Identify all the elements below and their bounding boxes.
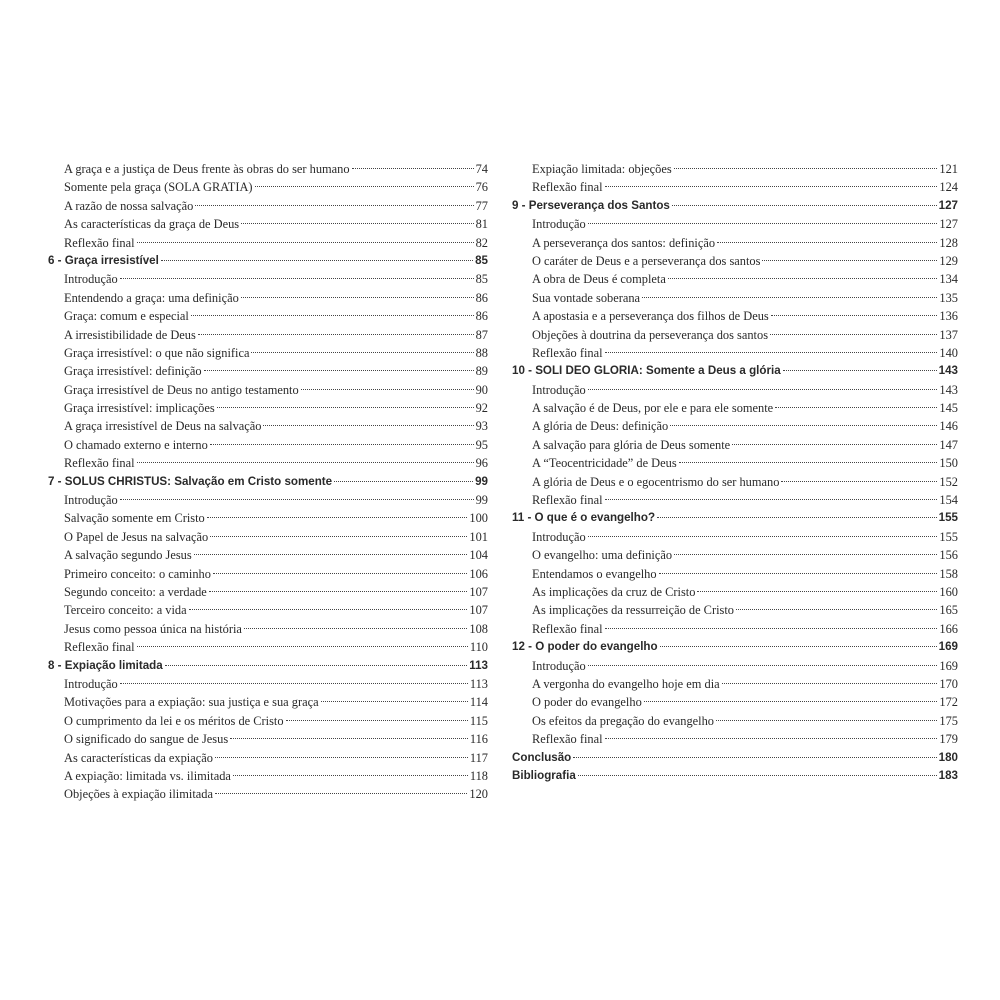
toc-entry-title: 8 - Expiação limitada (48, 658, 163, 672)
toc-entry-page-number: 115 (469, 713, 488, 728)
toc-entry-title: A graça irresistível de Deus na salvação (64, 419, 262, 434)
toc-section-entry (48, 160, 488, 178)
toc-section-entry (512, 178, 958, 196)
toc-entry-page-number: 99 (475, 474, 488, 488)
toc-entry-page-number: 127 (938, 198, 958, 212)
dot-leader (255, 186, 474, 187)
toc-section-entry (48, 362, 488, 380)
toc-entry-page-number: 101 (469, 529, 488, 544)
toc-entry-title: Entendendo a graça: uma definição (64, 290, 239, 305)
toc-section-entry (512, 289, 958, 307)
toc-section-entry (512, 381, 958, 399)
dot-leader (674, 168, 938, 169)
toc-entry-title: Reflexão final (532, 493, 603, 508)
toc-entry-page-number: 87 (475, 327, 488, 342)
toc-entry-title: A irresistibilidade de Deus (64, 327, 196, 342)
toc-section-entry (48, 675, 488, 693)
toc-section-entry (48, 712, 488, 730)
toc-entry-title: Graça: comum e especial (64, 309, 189, 324)
toc-right-column (512, 160, 958, 785)
toc-entry-title: A apostasia e a perseverança dos filhos de Deus (532, 309, 769, 324)
toc-section-entry (48, 307, 488, 325)
toc-entry-page-number: 95 (475, 437, 488, 452)
dot-leader (120, 683, 468, 684)
dot-leader (161, 260, 473, 261)
toc-entry-page-number: 93 (475, 419, 488, 434)
toc-section-entry (512, 454, 958, 472)
toc-entry-title: Graça irresistível: o que não significa (64, 345, 250, 360)
toc-entry-title: Motivações para a expiação: sua justiça e sua graça (64, 695, 319, 710)
dot-leader (573, 757, 936, 758)
toc-entry-page-number: 136 (939, 309, 958, 324)
dot-leader (210, 444, 474, 445)
toc-entry-page-number: 107 (469, 603, 488, 618)
toc-section-entry (48, 454, 488, 472)
toc-section-entry (48, 215, 488, 233)
toc-entry-title: Expiação limitada: objeções (532, 162, 672, 176)
dot-leader (697, 591, 937, 592)
toc-entry-page-number: 155 (938, 511, 958, 525)
toc-entry-title: A obra de Deus é completa (532, 272, 666, 287)
dot-leader (301, 389, 474, 390)
toc-entry-page-number: 137 (939, 327, 958, 342)
dot-leader (286, 720, 468, 721)
toc-entry-title: Introdução (532, 217, 586, 232)
toc-entry-title: 7 - SOLUS CHRISTUS: Salvação em Cristo somente (48, 474, 333, 488)
toc-section-entry (48, 565, 488, 583)
toc-entry-page-number: 147 (939, 437, 958, 452)
toc-entry-title: O cumprimento da lei e os méritos de Cristo (64, 713, 284, 728)
toc-entry-title: O evangelho: uma definição (532, 548, 673, 563)
toc-section-entry (512, 565, 958, 583)
toc-section-entry (512, 160, 958, 178)
toc-entry-title: Graça irresistível de Deus no antigo testamento (64, 382, 299, 397)
dot-leader (781, 481, 937, 482)
dot-leader (679, 462, 938, 463)
dot-leader (771, 315, 938, 316)
dot-leader (644, 701, 938, 702)
toc-section-entry (48, 381, 488, 399)
toc-section-entry (48, 620, 488, 638)
toc-section-entry (48, 436, 488, 454)
toc-entry-page-number: 76 (475, 180, 488, 195)
dot-leader (198, 334, 474, 335)
toc-chapter-entry (512, 767, 958, 785)
dot-leader (233, 775, 468, 776)
toc-entry-page-number: 169 (939, 658, 958, 673)
dot-leader (670, 425, 937, 426)
toc-entry-title: O chamado externo e interno (64, 437, 208, 452)
dot-leader (732, 444, 937, 445)
toc-entry-title: Reflexão final (64, 235, 135, 250)
toc-section-entry (48, 583, 488, 601)
dot-leader (120, 499, 474, 500)
toc-entry-page-number: 120 (469, 787, 488, 802)
dot-leader (716, 720, 937, 721)
toc-entry-page-number: 85 (475, 253, 488, 267)
toc-chapter-entry (512, 749, 958, 767)
toc-section-entry (48, 289, 488, 307)
toc-section-entry (512, 657, 958, 675)
toc-section-entry (512, 399, 958, 417)
toc-section-entry (48, 399, 488, 417)
toc-entry-title: Jesus como pessoa única na história (64, 621, 242, 636)
toc-chapter-entry (512, 362, 958, 380)
toc-section-entry (48, 509, 488, 527)
dot-leader (762, 260, 937, 261)
toc-entry-page-number: 90 (475, 382, 488, 397)
toc-entry-title: A razão de nossa salvação (64, 198, 194, 213)
toc-entry-title: Primeiro conceito: o caminho (64, 566, 211, 581)
toc-section-entry (48, 197, 488, 215)
toc-entry-title: Os efeitos da pregação do evangelho (532, 713, 714, 728)
toc-chapter-entry (512, 638, 958, 656)
dot-leader (657, 517, 937, 518)
toc-entry-title: Graça irresistível: definição (64, 364, 202, 379)
toc-entry-title: A vergonha do evangelho hoje em dia (532, 676, 720, 691)
dot-leader (321, 701, 468, 702)
toc-entry-page-number: 128 (939, 235, 958, 250)
toc-entry-page-number: 146 (939, 419, 958, 434)
dot-leader (213, 573, 467, 574)
toc-entry-title: As implicações da ressurreição de Cristo (532, 603, 734, 618)
toc-chapter-entry (512, 509, 958, 527)
toc-section-entry (512, 491, 958, 509)
toc-entry-page-number: 127 (939, 217, 958, 232)
dot-leader (137, 462, 474, 463)
toc-section-entry (512, 215, 958, 233)
toc-entry-page-number: 175 (939, 713, 958, 728)
toc-section-entry (48, 767, 488, 785)
toc-entry-page-number: 82 (475, 235, 488, 250)
toc-section-entry (512, 436, 958, 454)
toc-entry-page-number: 77 (475, 198, 488, 213)
dot-leader (674, 554, 937, 555)
dot-leader (215, 757, 468, 758)
toc-section-entry (48, 638, 488, 656)
dot-leader (659, 573, 938, 574)
dot-leader (783, 370, 937, 371)
toc-entry-page-number: 118 (469, 768, 488, 783)
toc-entry-page-number: 99 (475, 493, 488, 508)
toc-section-entry (512, 712, 958, 730)
toc-entry-page-number: 183 (938, 768, 958, 782)
toc-entry-page-number: 145 (939, 401, 958, 416)
toc-section-entry (512, 546, 958, 564)
toc-entry-title: 10 - SOLI DEO GLORIA: Somente a Deus a glória (512, 364, 781, 378)
toc-entry-title: A perseverança dos santos: definição (532, 235, 716, 250)
toc-entry-title: A glória de Deus e o egocentrismo do ser humano (532, 474, 780, 489)
toc-section-entry (48, 546, 488, 564)
toc-entry-title: Introdução (532, 382, 586, 397)
toc-section-entry (48, 417, 488, 435)
toc-entry-page-number: 106 (469, 566, 488, 581)
toc-entry-page-number: 135 (939, 290, 958, 305)
toc-entry-title: Somente pela graça (SOLA GRATIA) (64, 180, 253, 195)
toc-entry-page-number: 86 (475, 309, 488, 324)
toc-section-entry (512, 326, 958, 344)
toc-entry-page-number: 121 (939, 162, 958, 176)
dot-leader (195, 205, 473, 206)
toc-chapter-entry (512, 197, 958, 215)
toc-section-entry (512, 620, 958, 638)
toc-section-entry (48, 730, 488, 748)
dot-leader (660, 646, 937, 647)
toc-entry-title: O Papel de Jesus na salvação (64, 529, 209, 544)
dot-leader (194, 554, 468, 555)
toc-entry-page-number: 96 (475, 456, 488, 471)
toc-entry-title: O poder do evangelho (532, 695, 642, 710)
toc-entry-page-number: 134 (939, 272, 958, 287)
toc-entry-title: A glória de Deus: definição (532, 419, 669, 434)
toc-entry-page-number: 155 (939, 529, 958, 544)
dot-leader (770, 334, 937, 335)
toc-entry-title: Conclusão (512, 750, 572, 764)
toc-entry-title: Terceiro conceito: a vida (64, 603, 187, 618)
toc-section-entry (48, 326, 488, 344)
dot-leader (137, 646, 468, 647)
toc-section-entry (48, 601, 488, 619)
dot-leader (605, 738, 938, 739)
dot-leader (588, 223, 938, 224)
toc-chapter-entry (48, 252, 488, 270)
toc-chapter-entry (48, 473, 488, 491)
dot-leader (578, 775, 937, 776)
toc-entry-page-number: 170 (939, 676, 958, 691)
dot-leader (137, 242, 474, 243)
toc-entry-title: As implicações da cruz de Cristo (532, 584, 696, 599)
toc-section-entry (512, 528, 958, 546)
toc-section-entry (512, 675, 958, 693)
toc-section-entry (512, 344, 958, 362)
toc-entry-title: Introdução (64, 676, 118, 691)
toc-entry-page-number: 108 (469, 621, 488, 636)
toc-entry-page-number: 81 (475, 217, 488, 232)
dot-leader (165, 665, 468, 666)
toc-entry-page-number: 158 (939, 566, 958, 581)
toc-entry-title: Objeções à doutrina da perseverança dos santos (532, 327, 769, 342)
toc-left-column (48, 160, 488, 804)
toc-entry-title: Reflexão final (532, 732, 603, 747)
toc-entry-page-number: 113 (469, 658, 488, 672)
dot-leader (241, 297, 474, 298)
dot-leader (217, 407, 474, 408)
toc-section-entry (48, 178, 488, 196)
toc-entry-title: Entendamos o evangelho (532, 566, 657, 581)
toc-entry-page-number: 172 (939, 695, 958, 710)
toc-entry-title: O caráter de Deus e a perseverança dos santos (532, 253, 761, 268)
toc-entry-title: Salvação somente em Cristo (64, 511, 205, 526)
toc-entry-title: A graça e a justiça de Deus frente às obras do ser humano (64, 162, 350, 176)
toc-section-entry (48, 234, 488, 252)
dot-leader (263, 425, 473, 426)
toc-section-entry (512, 601, 958, 619)
dot-leader (588, 665, 938, 666)
dot-leader (672, 205, 937, 206)
toc-entry-page-number: 124 (939, 180, 958, 195)
toc-entry-title: 9 - Perseverança dos Santos (512, 198, 670, 212)
toc-entry-page-number: 169 (938, 640, 958, 654)
toc-entry-page-number: 107 (469, 584, 488, 599)
toc-entry-page-number: 166 (939, 621, 958, 636)
toc-entry-title: Reflexão final (532, 180, 603, 195)
dot-leader (588, 389, 938, 390)
toc-section-entry (512, 270, 958, 288)
toc-section-entry (48, 528, 488, 546)
toc-entry-page-number: 140 (939, 345, 958, 360)
toc-entry-page-number: 86 (475, 290, 488, 305)
toc-entry-title: Segundo conceito: a verdade (64, 584, 207, 599)
toc-section-entry (48, 785, 488, 803)
dot-leader (210, 536, 467, 537)
toc-section-entry (512, 307, 958, 325)
toc-section-entry (512, 473, 958, 491)
toc-entry-title: Reflexão final (532, 345, 603, 360)
dot-leader (605, 499, 938, 500)
dot-leader (241, 223, 474, 224)
toc-section-entry (512, 730, 958, 748)
toc-entry-title: Reflexão final (64, 640, 135, 655)
toc-entry-title: Introdução (64, 493, 118, 508)
toc-entry-page-number: 150 (939, 456, 958, 471)
dot-leader (334, 481, 473, 482)
toc-chapter-entry (48, 657, 488, 675)
toc-entry-title: A “Teocentricidade” de Deus (532, 456, 677, 471)
toc-entry-page-number: 92 (475, 401, 488, 416)
toc-section-entry (48, 693, 488, 711)
toc-entry-title: A salvação para glória de Deus somente (532, 437, 731, 452)
dot-leader (209, 591, 468, 592)
toc-entry-title: A expiação: limitada vs. ilimitada (64, 768, 231, 783)
toc-entry-page-number: 179 (939, 732, 958, 747)
toc-entry-title: 6 - Graça irresistível (48, 253, 159, 267)
dot-leader (605, 186, 938, 187)
toc-entry-title: Bibliografia (512, 768, 576, 782)
toc-entry-page-number: 110 (469, 640, 488, 655)
toc-entry-page-number: 116 (469, 732, 488, 747)
toc-entry-page-number: 152 (939, 474, 958, 489)
dot-leader (204, 370, 474, 371)
toc-entry-page-number: 113 (469, 676, 488, 691)
dot-leader (215, 793, 467, 794)
toc-entry-page-number: 154 (939, 493, 958, 508)
toc-entry-title: A salvação segundo Jesus (64, 548, 192, 563)
dot-leader (352, 168, 474, 169)
dot-leader (736, 609, 937, 610)
toc-entry-title: As características da graça de Deus (64, 217, 240, 232)
toc-entry-page-number: 117 (469, 750, 488, 765)
toc-entry-title: Objeções à expiação ilimitada (64, 787, 213, 802)
toc-entry-title: Sua vontade soberana (532, 290, 641, 305)
toc-section-entry (512, 417, 958, 435)
dot-leader (642, 297, 937, 298)
toc-section-entry (48, 749, 488, 767)
toc-entry-page-number: 104 (469, 548, 488, 563)
toc-entry-page-number: 143 (938, 364, 958, 378)
toc-section-entry (512, 583, 958, 601)
toc-entry-page-number: 165 (939, 603, 958, 618)
toc-section-entry (512, 693, 958, 711)
dot-leader (251, 352, 473, 353)
toc-entry-title: Introdução (532, 529, 586, 544)
toc-entry-title: Introdução (532, 658, 586, 673)
dot-leader (605, 352, 938, 353)
dot-leader (191, 315, 474, 316)
dot-leader (207, 517, 468, 518)
dot-leader (244, 628, 468, 629)
toc-entry-title: Graça irresistível: implicações (64, 401, 215, 416)
toc-section-entry (48, 491, 488, 509)
toc-entry-title: 12 - O poder do evangelho (512, 640, 658, 654)
toc-entry-page-number: 143 (939, 382, 958, 397)
toc-entry-page-number: 129 (939, 253, 958, 268)
toc-entry-page-number: 114 (469, 695, 488, 710)
toc-entry-page-number: 160 (939, 584, 958, 599)
toc-entry-title: Reflexão final (64, 456, 135, 471)
dot-leader (775, 407, 937, 408)
toc-entry-page-number: 74 (475, 162, 488, 176)
toc-section-entry (512, 234, 958, 252)
dot-leader (722, 683, 938, 684)
toc-entry-page-number: 88 (475, 345, 488, 360)
toc-entry-title: 11 - O que é o evangelho? (512, 511, 656, 525)
toc-entry-page-number: 89 (475, 364, 488, 379)
toc-section-entry (48, 344, 488, 362)
dot-leader (120, 278, 474, 279)
dot-leader (717, 242, 937, 243)
dot-leader (588, 536, 938, 537)
dot-leader (230, 738, 468, 739)
toc-entry-page-number: 100 (469, 511, 488, 526)
dot-leader (605, 628, 938, 629)
toc-entry-title: A salvação é de Deus, por ele e para ele somente (532, 401, 774, 416)
dot-leader (189, 609, 468, 610)
toc-section-entry (512, 252, 958, 270)
toc-entry-title: O significado do sangue de Jesus (64, 732, 229, 747)
toc-entry-title: Introdução (64, 272, 118, 287)
toc-entry-title: Reflexão final (532, 621, 603, 636)
toc-section-entry (48, 270, 488, 288)
toc-entry-page-number: 85 (475, 272, 488, 287)
toc-entry-title: As características da expiação (64, 750, 213, 765)
toc-entry-page-number: 180 (938, 750, 958, 764)
toc-entry-page-number: 156 (939, 548, 958, 563)
dot-leader (668, 278, 938, 279)
